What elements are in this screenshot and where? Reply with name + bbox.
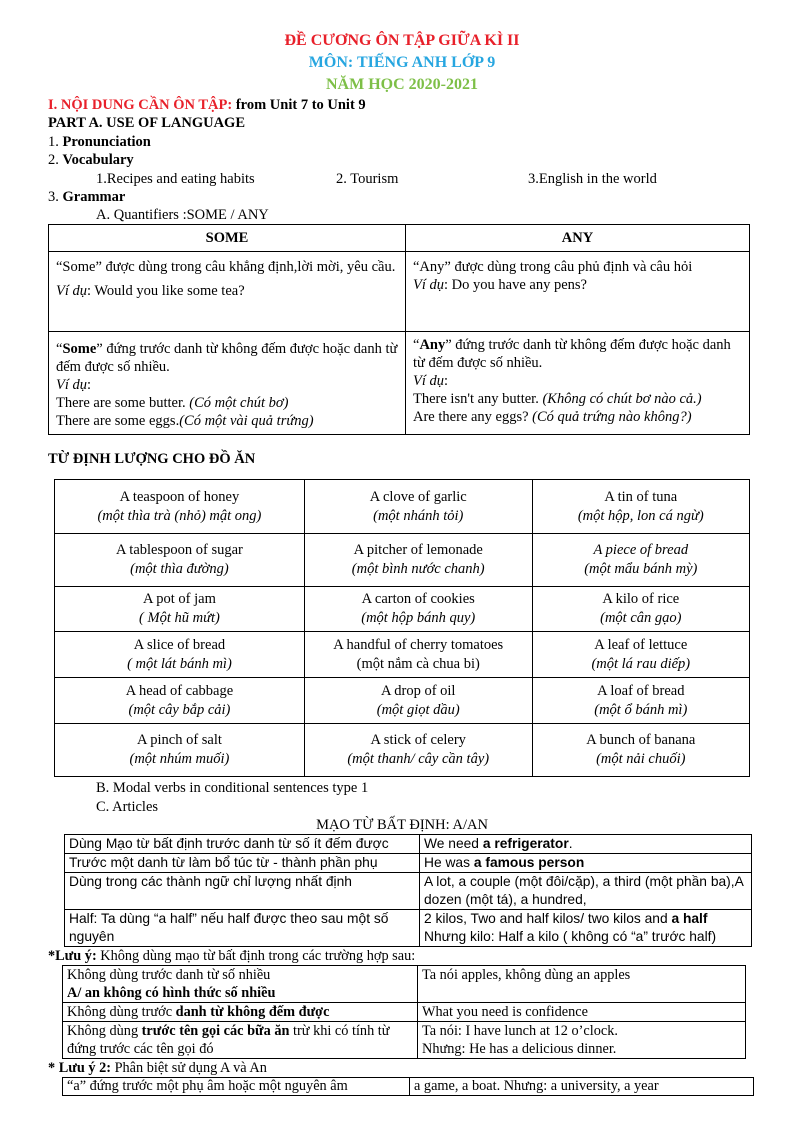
quantifier-english: A stick of celery xyxy=(370,732,466,749)
article-rule: Dùng Mạo từ bất định trước danh từ số ít đếm được xyxy=(65,835,420,854)
example-text: . xyxy=(568,836,573,852)
example-label: Ví dụ xyxy=(56,377,88,394)
exceptions-table xyxy=(62,965,746,1059)
vocab-topic: 1.Recipes and eating habits xyxy=(96,170,255,187)
item-vocabulary xyxy=(48,151,756,169)
quantifier-english: A head of cabbage xyxy=(125,682,234,699)
example-label-line: Ví dụ: xyxy=(413,373,449,390)
quantifier-vietnamese: (một cây bắp cải) xyxy=(128,701,231,718)
rule-text: ” đứng trước danh từ không đếm được hoặc danh từ đếm được số nhiều. xyxy=(413,337,731,372)
quantifier-vietnamese: ( Một hũ mứt) xyxy=(139,610,220,627)
some-usage-text: “Some” được dùng trong câu khẳng định,lời mời, yêu cầu. xyxy=(56,259,396,276)
food-quantifier-cell xyxy=(532,678,749,724)
item-pronunciation xyxy=(48,133,756,151)
example-line: Nhưng kilo: Half a kilo ( không có “a” trước half) xyxy=(424,929,717,945)
articles-table xyxy=(64,834,752,947)
quantifier-english: A slice of bread xyxy=(133,636,226,653)
item-number: 3. xyxy=(48,188,63,205)
example-keyword: a refrigerator xyxy=(482,836,569,852)
article-rule: Dùng trong các thành ngữ chỉ lượng nhất định xyxy=(65,873,420,910)
quantifier-vietnamese: (một giọt dầu) xyxy=(376,701,460,718)
quantifiers-table xyxy=(48,224,750,435)
example-text: We need xyxy=(424,836,483,852)
any-example-2 xyxy=(413,408,742,426)
food-quantifier-cell xyxy=(532,587,749,632)
quantifier-english: A tablespoon of sugar xyxy=(116,542,243,559)
note-text: Phân biệt sử dụng A và An xyxy=(111,1060,267,1077)
rule-text-bold xyxy=(67,984,413,1002)
example-label: Ví dụ xyxy=(413,373,445,390)
quantifier-english: A tin of tuna xyxy=(604,488,678,505)
exception-rule xyxy=(63,1022,418,1059)
any-example-1 xyxy=(413,390,742,408)
example-translation: (Có một vài quả trứng) xyxy=(179,413,314,430)
example-label-line: Ví dụ: xyxy=(56,377,92,394)
quote-open: “ xyxy=(56,341,63,358)
example-translation: (Không có chút bơ nào cả.) xyxy=(542,391,702,408)
example-text: There are some eggs. xyxy=(56,413,180,430)
quantifier-english: A clove of garlic xyxy=(369,488,467,505)
quantifier-vietnamese: (một lá rau diếp) xyxy=(591,655,691,672)
exception-example: What you need is confidence xyxy=(418,1003,746,1022)
food-quantifier-cell xyxy=(304,632,532,678)
grammar-b: B. Modal verbs in conditional sentences type 1 xyxy=(96,780,369,797)
quantifier-vietnamese: (một nhúm muối) xyxy=(129,751,230,768)
example-text: 2 kilos, Two and half kilos/ two kilos and xyxy=(424,911,672,927)
food-quantifiers-heading: TỪ ĐỊNH LƯỢNG CHO ĐỒ ĂN xyxy=(48,451,256,468)
exception-example xyxy=(418,1022,746,1059)
quantifier-vietnamese: (một ổ bánh mì) xyxy=(594,701,688,718)
quantifier-vietnamese: (một nải chuối) xyxy=(596,751,686,768)
article-rule: Trước một danh từ làm bổ túc từ - thành phần phụ xyxy=(65,854,420,873)
food-quantifier-cell xyxy=(55,678,305,724)
some-example-1 xyxy=(56,394,398,412)
rule-keyword: A/ an không có hình thức số nhiều xyxy=(67,985,276,1002)
note-2 xyxy=(48,1059,756,1077)
some-example xyxy=(56,282,398,300)
column-header-some: SOME xyxy=(49,225,406,252)
quantifier-vietnamese: (một thanh/ cây cần tây) xyxy=(347,751,490,768)
quantifier-english: A pot of jam xyxy=(142,591,216,608)
item-grammar xyxy=(48,188,756,206)
note-label: *Lưu ý: xyxy=(48,948,97,965)
food-quantifier-cell xyxy=(532,632,749,678)
exception-example: Ta nói apples, không dùng an apples xyxy=(418,966,746,1003)
example-label: Ví dụ xyxy=(413,277,445,294)
some-position-cell xyxy=(49,332,406,435)
example-text: : Would you like some tea? xyxy=(87,283,245,300)
food-quantifier-cell xyxy=(55,724,305,777)
column-header-any: ANY xyxy=(406,225,750,252)
food-row xyxy=(55,678,750,724)
quantifier-english: A pinch of salt xyxy=(136,732,222,749)
article-example xyxy=(420,910,752,947)
part-a-text: PART A. USE OF LANGUAGE xyxy=(48,115,246,132)
food-quantifier-cell xyxy=(304,724,532,777)
article-example: A lot, a couple (một đôi/cặp), a third (một phần ba),A dozen (một tá), a hundred, xyxy=(420,873,752,910)
a-an-example: a game, a boat. Nhưng: a university, a year xyxy=(410,1078,754,1096)
rule-text: Không dùng trước danh từ số nhiều xyxy=(67,967,271,984)
example-translation: (Có một chút bơ) xyxy=(189,395,289,412)
note-label: * Lưu ý 2: xyxy=(48,1060,111,1077)
example-line: Nhưng: He has a delicious dinner. xyxy=(422,1041,617,1058)
quantifier-vietnamese: (một hộp bánh quy) xyxy=(361,610,476,627)
food-quantifier-cell xyxy=(532,534,749,587)
rule-keyword: danh từ không đếm được xyxy=(175,1004,330,1021)
quantifier-english: A teaspoon of honey xyxy=(119,488,240,505)
example-text: There isn't any butter. xyxy=(413,391,543,408)
food-row xyxy=(55,534,750,587)
doc-year: NĂM HỌC 2020-2021 xyxy=(326,76,478,93)
any-position-cell xyxy=(406,332,750,435)
quantifier-english: A piece of bread xyxy=(593,542,689,559)
rule-text: Không dùng xyxy=(67,1023,142,1040)
quantifier-vietnamese: (một cân gạo) xyxy=(600,610,682,627)
section-1-heading xyxy=(48,96,756,114)
document-page xyxy=(48,30,756,1096)
keyword: Any xyxy=(419,337,446,354)
quantifier-vietnamese: (một nắm cà chua bi) xyxy=(356,655,480,672)
keyword: Some xyxy=(62,341,97,358)
food-quantifier-cell xyxy=(532,480,749,534)
a-an-rule: “a” đứng trước một phụ âm hoặc một nguyên âm xyxy=(63,1078,410,1096)
vocab-topic: 2. Tourism xyxy=(336,170,399,187)
any-example xyxy=(413,276,742,294)
quantifier-vietnamese: (một bình nước chanh) xyxy=(351,561,485,578)
food-quantifier-cell xyxy=(304,678,532,724)
quantifier-vietnamese: (một hộp, lon cá ngừ) xyxy=(577,507,704,524)
example-text: There are some butter. xyxy=(56,395,190,412)
quantifier-english: A handful of cherry tomatoes xyxy=(333,636,504,653)
note-text: Không dùng mạo từ bất định trong các trường hợp sau: xyxy=(96,948,416,965)
section-1-label: I. NỘI DUNG CẦN ÔN TẬP: xyxy=(48,97,233,113)
section-1-range: from Unit 7 to Unit 9 xyxy=(232,97,366,113)
example-keyword: a half xyxy=(671,911,708,927)
vocab-topics xyxy=(48,170,756,188)
rule-text: Không dùng trước xyxy=(67,1004,176,1021)
exception-rule xyxy=(63,966,418,1003)
food-quantifier-cell xyxy=(55,480,305,534)
a-an-table xyxy=(62,1077,754,1096)
quantifier-vietnamese: (một thìa đường) xyxy=(130,561,229,578)
food-row xyxy=(55,724,750,777)
any-position-text xyxy=(413,336,742,372)
quantifier-vietnamese: (một mẩu bánh mỳ) xyxy=(584,561,698,578)
doc-title: ĐỀ CƯƠNG ÔN TẬP GIỮA KÌ II xyxy=(284,32,520,49)
quantifier-english: A carton of cookies xyxy=(361,591,475,608)
item-number: 1. xyxy=(48,133,63,150)
quantifier-english: A drop of oil xyxy=(380,682,456,699)
quantifier-english: A pitcher of lemonade xyxy=(353,542,483,559)
food-quantifier-cell xyxy=(304,587,532,632)
item-number: 2. xyxy=(48,152,63,169)
some-usage-cell xyxy=(49,252,406,332)
quantifier-vietnamese: (một thìa trà (nhỏ) mật ong) xyxy=(97,507,262,524)
rule-keyword: trước tên gọi các bữa ăn xyxy=(141,1023,290,1040)
food-quantifier-cell xyxy=(55,632,305,678)
example-line: Ta nói: I have lunch at 12 o’clock. xyxy=(422,1023,618,1040)
article-rule: Half: Ta dùng “a half” nếu half được theo sau một số nguyên xyxy=(65,910,420,947)
quantifier-english: A bunch of banana xyxy=(586,732,696,749)
example-line xyxy=(424,910,747,928)
food-row xyxy=(55,587,750,632)
grammar-c: C. Articles xyxy=(96,798,159,815)
example-text: Are there any eggs? xyxy=(413,409,533,426)
quantifier-vietnamese: ( một lát bánh mì) xyxy=(127,655,232,672)
food-quantifier-cell xyxy=(55,587,305,632)
grammar-a: A. Quantifiers :SOME / ANY xyxy=(96,207,269,224)
example-translation: (Có quả trứng nào không?) xyxy=(532,409,692,426)
example-text: He was xyxy=(424,855,474,871)
articles-heading: MẠO TỪ BẤT ĐỊNH: A/AN xyxy=(316,817,488,834)
article-example xyxy=(420,854,752,873)
exception-rule xyxy=(63,1003,418,1022)
item-label: Grammar xyxy=(62,188,126,205)
some-position-text xyxy=(56,340,398,376)
some-example-2 xyxy=(56,412,398,430)
rule-text: trừ khi có tính từ đứng trước các tên gọi đó xyxy=(67,1023,390,1058)
vocab-topic: 3.English in the world xyxy=(528,170,657,187)
doc-subject: MÔN: TIẾNG ANH LỚP 9 xyxy=(308,54,496,71)
article-example xyxy=(420,835,752,854)
food-quantifier-cell xyxy=(532,724,749,777)
quote-open: “ xyxy=(413,337,420,354)
quantifier-vietnamese: (một nhánh tỏi) xyxy=(373,507,464,524)
example-keyword: a famous person xyxy=(473,855,585,871)
part-a-heading xyxy=(48,114,756,132)
food-quantifiers-table xyxy=(54,479,750,777)
item-label: Pronunciation xyxy=(62,133,151,150)
any-usage-text: “Any” được dùng trong câu phủ định và câu hỏi xyxy=(413,259,693,276)
example-label: Ví dụ xyxy=(56,283,88,300)
food-row xyxy=(55,480,750,534)
quantifier-english: A leaf of lettuce xyxy=(594,636,688,653)
food-quantifier-cell xyxy=(55,534,305,587)
quantifier-english: A kilo of rice xyxy=(602,591,680,608)
example-text: : Do you have any pens? xyxy=(444,277,587,294)
note-1 xyxy=(48,947,756,965)
food-quantifier-cell xyxy=(304,534,532,587)
food-quantifier-cell xyxy=(304,480,532,534)
any-usage-cell xyxy=(406,252,750,332)
item-label: Vocabulary xyxy=(62,152,134,169)
rule-text: ” đứng trước danh từ không đếm được hoặc danh từ đếm được số nhiều. xyxy=(56,341,398,376)
food-row xyxy=(55,632,750,678)
quantifier-english: A loaf of bread xyxy=(597,682,685,699)
